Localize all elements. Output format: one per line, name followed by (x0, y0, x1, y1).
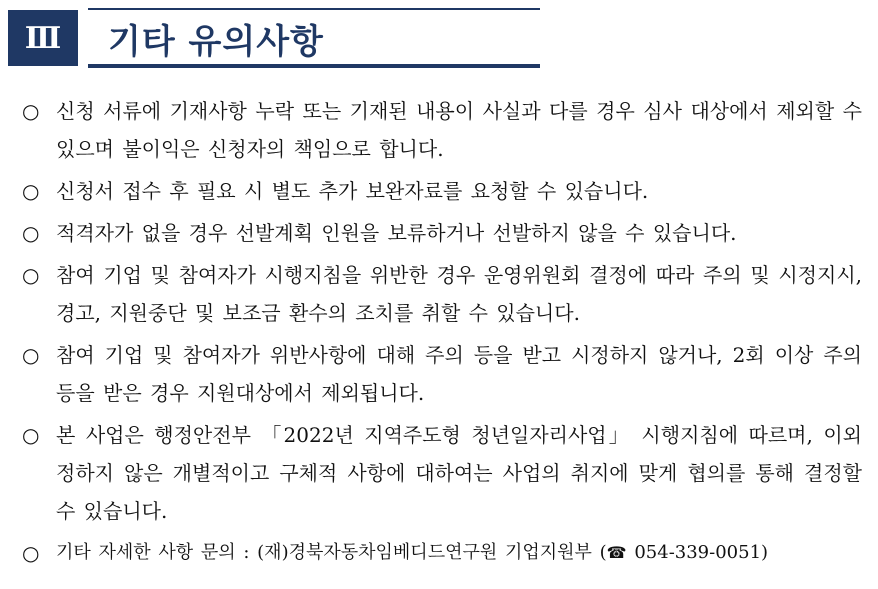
note-text: 참여 기업 및 참여자가 시행지침을 위반한 경우 운영위원회 결정에 따라 주의 및 시정지시, 경고, 지원중단 및 보조금 환수의 조치를 취할 수 있습니다. (56, 263, 862, 325)
note-text: 신청 서류에 기재사항 누락 또는 기재된 내용이 사실과 다를 경우 심사 대상에서 제외할 수 있으며 불이익은 신청자의 책임으로 합니다. (56, 99, 862, 161)
bullet-icon: ○ (22, 343, 40, 367)
note-text: 본 사업은 행정안전부 「2022년 지역주도형 청년일자리사업」 시행지침에 따르며, 이외 정하지 않은 개별적이고 구체적 사항에 대하여는 사업의 취지에 맞게 협의를 통해 결정할 수 있습니다. (56, 423, 862, 523)
note-item (22, 92, 862, 168)
bullet-icon: ○ (22, 221, 40, 245)
header-top-rule (88, 8, 540, 10)
note-item (22, 256, 862, 332)
note-item (22, 214, 862, 252)
section-numeral: Ⅲ (8, 10, 78, 66)
bullet-icon: ○ (22, 541, 40, 565)
telephone-icon: ☎ (606, 543, 627, 562)
bullet-icon: ○ (22, 263, 40, 287)
note-item (22, 336, 862, 412)
contact-phone: 054-339-0051 (634, 542, 762, 563)
section-title: 기타 유의사항 (108, 22, 324, 62)
contact-text (56, 534, 862, 572)
note-item (22, 172, 862, 210)
bullet-icon: ○ (22, 99, 40, 123)
contact-close: ) (761, 542, 769, 563)
header-bottom-rule (88, 64, 540, 68)
notes-list (22, 92, 862, 576)
contact-item (22, 534, 862, 572)
note-text: 적격자가 없을 경우 선발계획 인원을 보류하거나 선발하지 않을 수 있습니다. (56, 221, 737, 245)
bullet-icon: ○ (22, 179, 40, 203)
note-text: 참여 기업 및 참여자가 위반사항에 대해 주의 등을 받고 시정하지 않거나, 2회 이상 주의 등을 받은 경우 지원대상에서 제외됩니다. (56, 343, 862, 405)
section-header (8, 8, 540, 68)
note-item (22, 416, 862, 530)
bullet-icon: ○ (22, 423, 40, 447)
note-text: 신청서 접수 후 필요 시 별도 추가 보완자료를 요청할 수 있습니다. (56, 179, 649, 203)
contact-label: 기타 자세한 사항 문의 : (재)경북자동차임베디드연구원 기업지원부 ( (56, 542, 607, 563)
